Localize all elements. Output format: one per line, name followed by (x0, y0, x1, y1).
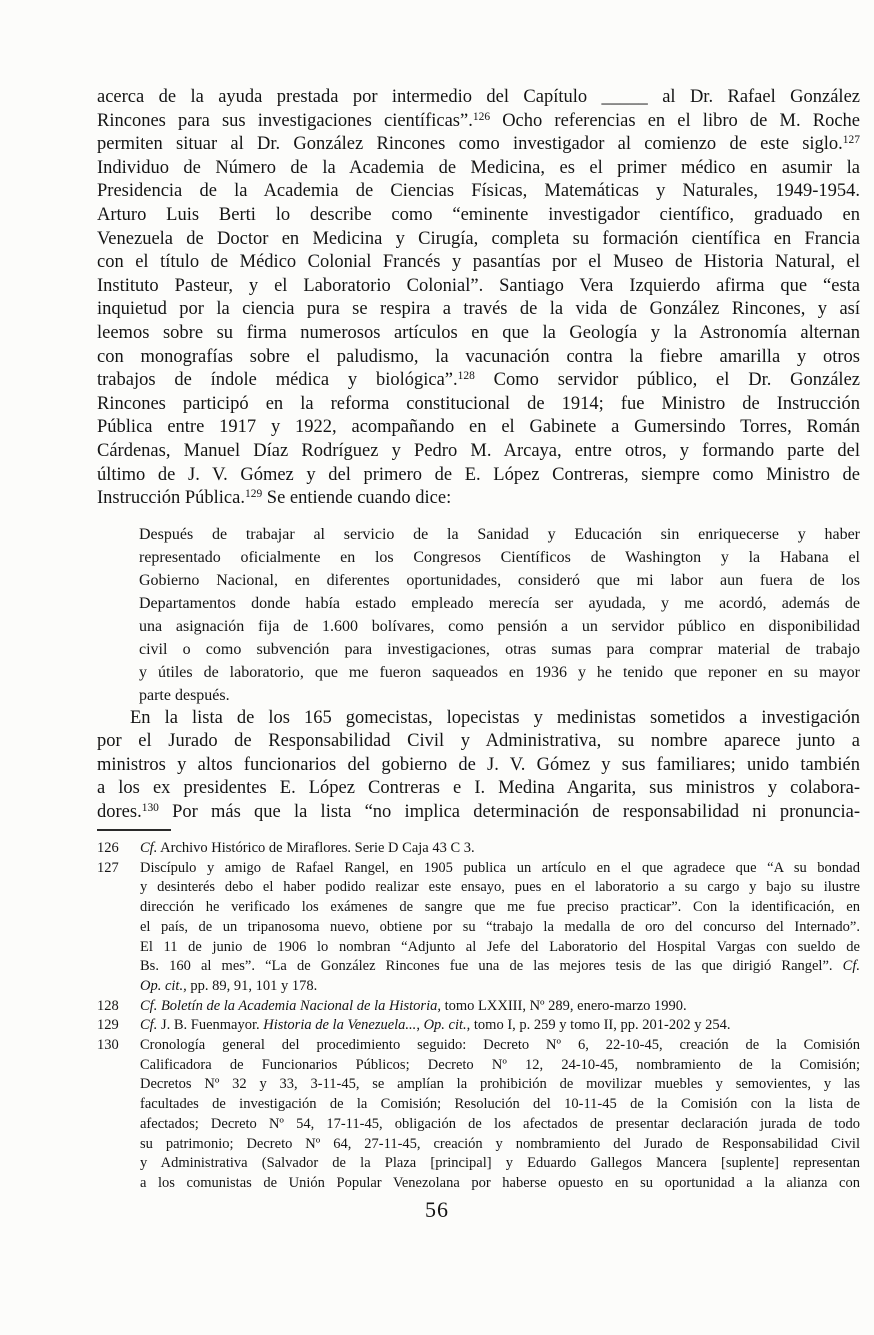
text-line: con monografías sobre el paludismo, la vacunación contra la fiebre amarilla y otros (97, 346, 860, 367)
footnote-ref: 127 (842, 134, 860, 147)
text-line: Instituto Pasteur, y el Laboratorio Colonial”. Santiago Vera Izquierdo afirma que “esta (97, 275, 860, 296)
footnote-ref: 128 (457, 370, 475, 383)
text-line: dores.$^{130}$ Por más que la lista “no implica determinación de responsabilidad ni pronuncia- (97, 802, 860, 823)
text-line: Departamentos donde había estado empleado merecía ser ayudada, y me acordó, además de (139, 594, 860, 612)
text-line: y Administrativa (Salvador de la Plaza [principal] y Eduardo Gallegos Mancera [suplente] representan (140, 1155, 860, 1172)
text-line: por el Jurado de Responsabilidad Civil y Administrativa, su nombre aparece junto a (97, 731, 860, 752)
footnote-ref: 130 (141, 802, 159, 815)
italic-citation: Op. cit., (140, 977, 187, 994)
text-line: Discípulo y amigo de Rafael Rangel, en 1905 publica un artículo en el que agradece que “A su bondad (140, 859, 860, 876)
text-line: Bs. 160 al mes”. “La de González Rincones fue una de las mejores tesis de las que dirigió Rangel”. Cf. (140, 958, 860, 975)
italic-citation: Cf. (842, 958, 860, 975)
text-line: Op. cit., pp. 89, 91, 101 y 178. (140, 977, 318, 994)
text-line: ministros y altos funcionarios del gobierno de J. V. Gómez y sus familiares; unido también (97, 754, 860, 775)
text-line: y desinterés debo el haber podido realizar este ensayo, pues en el laboratorio a su cargo y bajo su ilustre (140, 879, 860, 896)
text-line: y útiles de laboratorio, que me fueron saqueados en 1936 y he tenido que reponer en su mayor (139, 663, 860, 681)
text-line: Cf. Boletín de la Academia Nacional de la Historia, tomo LXXIII, Nº 289, enero-marzo 1990. (140, 997, 687, 1014)
footnote-text (140, 997, 860, 1017)
text-line: Rincones participó en la reforma constitucional de 1914; fue Ministro de Instrucción (97, 393, 860, 414)
italic-citation: Cf. (140, 840, 158, 856)
text-line: una asignación fija de 1.600 bolívares, como pensión a un servidor público en disponibilidad (139, 617, 860, 635)
paragraph-1 (97, 86, 860, 511)
text-line: Presidencia de la Academia de Ciencias Físicas, Matemáticas y Naturales, 1949-1954. (97, 181, 860, 202)
text-line: permiten situar al Dr. González Rincones como investigador al comienzo de este siglo.$^{127}$ (97, 134, 860, 155)
text-line: a los comunistas de Unión Popular Venezolana por haberse opuesto en su oportunidad a la alianza con (140, 1174, 860, 1191)
text-line: inquietud por la ciencia pura se respira a través de la vida de González Rincones, y así (97, 299, 860, 320)
footnote (97, 839, 860, 859)
italic-citation: Op. cit. (423, 1017, 467, 1034)
text-line: Venezuela de Doctor en Medicina y Cirugía, completa su formación científica en Francia (97, 228, 860, 249)
text-line: Gobierno Nacional, en diferentes oportunidades, consideró que mi labor aun fuera de los (139, 571, 860, 589)
text-line: leemos sobre su firma numerosos artículos en que la Geología y la Astronomía alternan (97, 322, 860, 343)
footnote-ref: 129 (244, 488, 263, 501)
text-line: Arturo Luis Berti lo describe como “eminente investigador científico, graduado en (97, 204, 860, 225)
footnote-number: 129 (97, 1017, 119, 1034)
italic-citation: Cf. Boletín de la Academia Nacional de la Historia, (140, 997, 441, 1014)
text-line: su patrimonio; Decreto Nº 64, 27-11-45, creación y nombramiento del Jurado de Responsabilidad Civil (140, 1135, 860, 1152)
text-line: Pública entre 1917 y 1922, acompañando en el Gabinete a Gumersindo Torres, Román (97, 417, 860, 438)
text-line: Cf. J. B. Fuenmayor. Historia de la Venezuela..., Op. cit., tomo I, p. 259 y tomo II, pp. 201-202 y 254. (140, 1017, 731, 1034)
footnote-ref: 126 (472, 110, 491, 123)
text-line: representado oficialmente en los Congresos Científicos de Washington y la Habana el (139, 548, 860, 566)
text-line: facultades de investigación de la Comisión; Resolución del 10-11-45 de la Comisión con la lista de (140, 1096, 860, 1113)
footnote (97, 1036, 860, 1194)
blockquote-testimony (139, 523, 860, 707)
text-line: Cf. Archivo Histórico de Miraflores. Serie D Caja 43 C 3. (140, 840, 475, 856)
italic-citation: Historia de la Venezuela... (263, 1017, 417, 1034)
text-line: Cronología general del procedimiento seguido: Decreto Nº 6, 22-10-45, creación de la Comisión (140, 1037, 860, 1054)
text-line: el país, de un tripanosoma nuevo, obtiene por su “trabajo la medalla de oro del concurso del Internado”. (140, 918, 860, 935)
text-line: a los ex presidentes E. López Contreras e I. Medina Angarita, sus ministros y colabora- (97, 778, 860, 799)
footnotes-section (97, 839, 860, 1194)
footnote-text (140, 839, 860, 859)
text-line: con el título de Médico Colonial Francés y pasantías por el Museo de Historia Natural, el (97, 252, 860, 273)
footnote-separator (97, 829, 171, 831)
text-line: Rincones para sus investigaciones científicas”.$^{126}$ Ocho referencias en el libro de M. Roche (97, 110, 860, 131)
text-line: Decretos Nº 32 y 33, 3-11-45, se amplían la prohibición de movilizar muebles y semovientes, y las (140, 1076, 860, 1093)
page-number: 56 (425, 1197, 449, 1222)
text-line: acerca de la ayuda prestada por intermedio del Capítulo _____ al Dr. Rafael González (97, 87, 860, 107)
footnote-number: 127 (97, 859, 119, 876)
text-line: afectados; Decreto Nº 54, 17-11-45, obligación de los afectados de presentar declaración jurada de todo (140, 1115, 860, 1132)
paragraph-2 (97, 707, 860, 825)
text-line: Calificadora de Funcionarios Públicos; Decreto Nº 12, 24-10-45, nombramiento de la Comisión; (140, 1056, 860, 1073)
footnote-text (140, 1016, 860, 1036)
footnote-text (140, 859, 860, 997)
footnote-number: 130 (97, 1037, 119, 1054)
text-line: último de J. V. Gómez y del primero de E. López Contreras, siempre como Ministro de (97, 464, 860, 485)
footnote-text (140, 1036, 860, 1194)
italic-citation: Cf. (140, 1017, 158, 1034)
text-line: En la lista de los 165 gomecistas, lopecistas y medinistas sometidos a investigación (130, 707, 860, 728)
text-line: Cárdenas, Manuel Díaz Rodríguez y Pedro M. Arcaya, entre otros, y formando parte del (97, 440, 860, 461)
footnote (97, 859, 860, 997)
text-line: Individuo de Número de la Academia de Medicina, es el primer médico en asumir la (97, 157, 860, 178)
text-line: civil o como subvención para investigaciones, otras sumas para comprar material de trabajo (139, 640, 860, 658)
text-line: trabajos de índole médica y biológica”.$^{128}$ Como servidor público, el Dr. González (97, 370, 860, 391)
text-line: parte después. (139, 686, 230, 704)
text-line: El 11 de junio de 1906 lo nombran “Adjunto al Jefe del Laboratorio del Hospital Vargas con sueldo de (140, 938, 860, 955)
footnote-number: 126 (97, 840, 119, 856)
footnote-number: 128 (97, 997, 119, 1014)
text-line: Instrucción Pública.$^{129}$ Se entiende cuando dice: (97, 488, 452, 509)
main-text (97, 86, 860, 825)
footnote (97, 1016, 860, 1036)
footnote (97, 997, 860, 1017)
text-line: dirección he verificado los exámenes de sangre que me fue preciso practicar”. Con la identificación, en (140, 899, 860, 916)
text-line: Después de trabajar al servicio de la Sanidad y Educación sin enriquecerse y haber (139, 525, 860, 543)
